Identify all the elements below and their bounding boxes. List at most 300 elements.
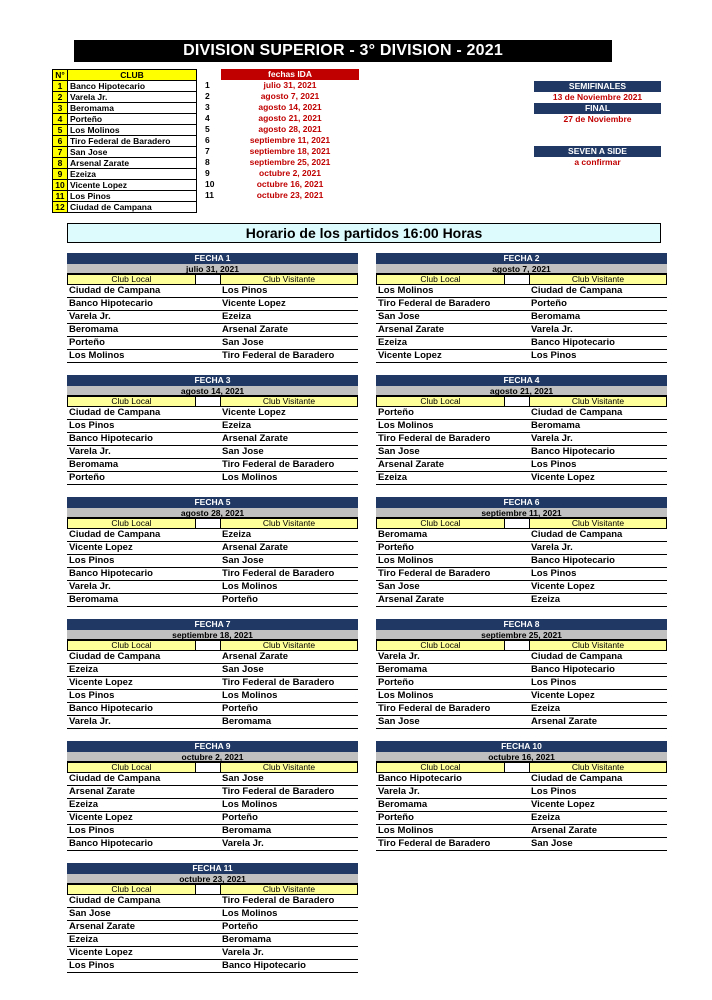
match-row (67, 472, 358, 485)
home-team: Varela Jr. (69, 716, 111, 727)
club-number: 11 (53, 191, 68, 202)
club-local-header: Club Local (376, 396, 505, 407)
home-team: Arsenal Zarate (69, 921, 136, 932)
match-row (376, 407, 667, 420)
score-gap (505, 396, 529, 407)
fecha-date: octubre 23, 2021 (67, 874, 358, 884)
home-team: Arsenal Zarate (378, 594, 445, 605)
away-team: Banco Hipotecario (531, 555, 615, 566)
page-title: DIVISION SUPERIOR - 3° DIVISION - 2021 (74, 40, 612, 62)
club-name: Los Pinos (68, 191, 197, 202)
fecha-date: septiembre 11, 2021 (376, 508, 667, 518)
away-team: Arsenal Zarate (531, 825, 598, 836)
fecha-ida-number: 2 (205, 91, 210, 101)
match-row (376, 773, 667, 786)
club-local-header: Club Local (376, 640, 505, 651)
club-number: 5 (53, 125, 68, 136)
fecha-ida-number: 10 (205, 179, 215, 189)
home-team: Vicente Lopez (69, 677, 133, 688)
match-row (67, 690, 358, 703)
club-local-header: Club Local (67, 396, 196, 407)
away-team: Vicente Lopez (531, 581, 595, 592)
fecha-column-headers (67, 640, 358, 651)
horario-banner: Horario de los partidos 16:00 Horas (67, 223, 661, 243)
away-team: Ezeiza (531, 812, 561, 823)
away-team: Los Molinos (222, 690, 278, 701)
match-row (67, 703, 358, 716)
match-row (376, 690, 667, 703)
home-team: Porteño (378, 812, 414, 823)
home-team: Porteño (378, 542, 414, 553)
match-row (376, 311, 667, 324)
home-team: Los Molinos (378, 420, 434, 431)
fecha-ida-number: 4 (205, 113, 210, 123)
fecha-ida-date: octubre 16, 2021 (256, 179, 324, 189)
home-team: Ezeiza (69, 664, 99, 675)
fecha-ida-date: julio 31, 2021 (263, 80, 317, 90)
fecha-title: FECHA 10 (376, 741, 667, 752)
away-team: Porteño (222, 703, 258, 714)
away-team: Ciudad de Campana (531, 651, 623, 662)
away-team: San Jose (222, 664, 264, 675)
match-row (376, 446, 667, 459)
club-number: 1 (53, 81, 68, 92)
home-team: San Jose (378, 446, 420, 457)
club-name: Los Molinos (68, 125, 197, 136)
fecha-block (67, 375, 358, 485)
match-row (376, 786, 667, 799)
away-team: Ezeiza (531, 703, 561, 714)
match-row (67, 786, 358, 799)
away-team: Ezeiza (531, 594, 561, 605)
away-team: Los Pinos (531, 677, 577, 688)
club-row (53, 125, 197, 136)
home-team: Tiro Federal de Baradero (378, 703, 491, 714)
away-team: Ciudad de Campana (531, 285, 623, 296)
fecha-block (376, 741, 667, 851)
away-team: Porteño (531, 298, 567, 309)
fecha-title: FECHA 2 (376, 253, 667, 264)
away-team: Vicente Lopez (531, 799, 595, 810)
match-row (67, 799, 358, 812)
club-name: Varela Jr. (68, 92, 197, 103)
away-team: Beromama (531, 420, 581, 431)
match-row (67, 568, 358, 581)
away-team: Los Molinos (222, 908, 278, 919)
club-table-header (53, 70, 197, 81)
away-team: Tiro Federal de Baradero (222, 786, 335, 797)
match-row (67, 947, 358, 960)
away-team: Los Pinos (531, 568, 577, 579)
match-row (67, 407, 358, 420)
match-row (67, 285, 358, 298)
home-team: Ciudad de Campana (69, 285, 161, 296)
semifinales-label: SEMIFINALES (534, 81, 661, 92)
match-row (67, 298, 358, 311)
home-team: Beromama (378, 529, 428, 540)
fecha-block (67, 863, 358, 973)
away-team: San Jose (222, 446, 264, 457)
home-team: Varela Jr. (69, 446, 111, 457)
club-row (53, 180, 197, 191)
fecha-ida-date: agosto 14, 2021 (258, 102, 322, 112)
club-row (53, 136, 197, 147)
club-name: Ciudad de Campana (68, 202, 197, 213)
club-row (53, 169, 197, 180)
home-team: Ciudad de Campana (69, 529, 161, 540)
fecha-title: FECHA 4 (376, 375, 667, 386)
fecha-ida-number: 9 (205, 168, 210, 178)
away-team: Tiro Federal de Baradero (222, 568, 335, 579)
away-team: Los Molinos (222, 799, 278, 810)
match-row (376, 420, 667, 433)
club-local-header: Club Local (376, 762, 505, 773)
away-team: Beromama (222, 825, 272, 836)
fecha-block (376, 497, 667, 607)
fecha-ida-date: octubre 2, 2021 (259, 168, 321, 178)
fecha-ida-date: agosto 7, 2021 (260, 91, 320, 101)
home-team: Ciudad de Campana (69, 407, 161, 418)
fecha-date: agosto 14, 2021 (67, 386, 358, 396)
club-local-header: Club Local (67, 884, 196, 895)
fecha-title: FECHA 6 (376, 497, 667, 508)
home-team: Ezeiza (69, 799, 99, 810)
club-visitante-header: Club Visitante (220, 396, 358, 407)
score-gap (196, 274, 220, 285)
home-team: Ezeiza (378, 472, 408, 483)
fecha-column-headers (376, 762, 667, 773)
score-gap (505, 274, 529, 285)
home-team: Los Pinos (69, 555, 115, 566)
seven-a-side-label: SEVEN A SIDE (534, 146, 661, 157)
away-team: Varela Jr. (531, 324, 573, 335)
away-team: Los Pinos (222, 285, 268, 296)
score-gap (196, 884, 220, 895)
away-team: Los Pinos (531, 459, 577, 470)
away-team: San Jose (222, 773, 264, 784)
club-num-header: N° (53, 70, 68, 81)
fecha-ida-date: agosto 28, 2021 (258, 124, 322, 134)
match-row (67, 581, 358, 594)
club-number: 10 (53, 180, 68, 191)
match-row (376, 838, 667, 851)
home-team: Los Pinos (69, 420, 115, 431)
club-row (53, 202, 197, 213)
away-team: San Jose (531, 838, 573, 849)
home-team: Ezeiza (69, 934, 99, 945)
away-team: Beromama (222, 934, 272, 945)
fecha-ida-date: agosto 21, 2021 (258, 113, 322, 123)
away-team: Vicente Lopez (222, 407, 286, 418)
score-gap (505, 762, 529, 773)
score-gap (196, 518, 220, 529)
home-team: Banco Hipotecario (69, 838, 153, 849)
fecha-block (376, 375, 667, 485)
fecha-ida-number: 1 (205, 80, 210, 90)
fecha-title: FECHA 9 (67, 741, 358, 752)
fecha-block (376, 253, 667, 363)
match-row (67, 529, 358, 542)
away-team: Ezeiza (222, 420, 252, 431)
home-team: Ciudad de Campana (69, 773, 161, 784)
home-team: Porteño (69, 472, 105, 483)
club-number: 12 (53, 202, 68, 213)
home-team: Banco Hipotecario (69, 433, 153, 444)
home-team: Porteño (378, 407, 414, 418)
match-row (376, 433, 667, 446)
home-team: Beromama (69, 594, 119, 605)
fecha-ida-number: 3 (205, 102, 210, 112)
fecha-ida-date: septiembre 18, 2021 (249, 146, 331, 156)
home-team: Los Molinos (69, 350, 125, 361)
match-row (67, 773, 358, 786)
club-local-header: Club Local (67, 274, 196, 285)
home-team: Banco Hipotecario (69, 703, 153, 714)
club-row (53, 147, 197, 158)
home-team: San Jose (378, 716, 420, 727)
home-team: Ezeiza (378, 337, 408, 348)
match-row (376, 812, 667, 825)
club-number: 7 (53, 147, 68, 158)
match-row (67, 651, 358, 664)
home-team: Vicente Lopez (378, 350, 442, 361)
home-team: Beromama (378, 664, 428, 675)
home-team: Arsenal Zarate (378, 324, 445, 335)
club-name: Ezeiza (68, 169, 197, 180)
club-number: 3 (53, 103, 68, 114)
away-team: San Jose (222, 555, 264, 566)
away-team: San Jose (222, 337, 264, 348)
club-visitante-header: Club Visitante (220, 518, 358, 529)
club-row (53, 92, 197, 103)
fecha-date: agosto 7, 2021 (376, 264, 667, 274)
away-team: Banco Hipotecario (531, 337, 615, 348)
club-number: 9 (53, 169, 68, 180)
home-team: Beromama (69, 459, 119, 470)
fecha-column-headers (67, 396, 358, 407)
club-local-header: Club Local (67, 640, 196, 651)
fecha-ida-number: 11 (205, 190, 214, 200)
home-team: Los Molinos (378, 825, 434, 836)
match-row (67, 420, 358, 433)
match-row (376, 825, 667, 838)
away-team: Arsenal Zarate (222, 433, 289, 444)
away-team: Ciudad de Campana (531, 407, 623, 418)
away-team: Porteño (222, 921, 258, 932)
match-row (376, 542, 667, 555)
match-row (376, 664, 667, 677)
fecha-title: FECHA 1 (67, 253, 358, 264)
match-row (67, 716, 358, 729)
club-number: 6 (53, 136, 68, 147)
fecha-ida-date: septiembre 25, 2021 (249, 157, 331, 167)
home-team: Vicente Lopez (69, 947, 133, 958)
club-local-header: Club Local (376, 274, 505, 285)
home-team: Arsenal Zarate (69, 786, 136, 797)
fecha-date: agosto 28, 2021 (67, 508, 358, 518)
away-team: Tiro Federal de Baradero (222, 677, 335, 688)
match-row (67, 664, 358, 677)
club-name: Banco Hipotecario (68, 81, 197, 92)
away-team: Ezeiza (222, 529, 252, 540)
club-local-header: Club Local (67, 762, 196, 773)
away-team: Los Molinos (222, 581, 278, 592)
match-row (376, 337, 667, 350)
score-gap (505, 640, 529, 651)
away-team: Beromama (531, 311, 581, 322)
fecha-block (67, 497, 358, 607)
match-row (376, 677, 667, 690)
club-name-header: CLUB (68, 70, 197, 81)
club-table (52, 69, 197, 213)
club-visitante-header: Club Visitante (220, 640, 358, 651)
fecha-date: septiembre 25, 2021 (376, 630, 667, 640)
club-name: Tiro Federal de Baradero (68, 136, 197, 147)
fecha-date: octubre 2, 2021 (67, 752, 358, 762)
away-team: Varela Jr. (531, 433, 573, 444)
club-local-header: Club Local (67, 518, 196, 529)
home-team: Banco Hipotecario (69, 298, 153, 309)
away-team: Banco Hipotecario (531, 664, 615, 675)
fecha-ida-number: 7 (205, 146, 210, 156)
match-row (67, 895, 358, 908)
home-team: Ciudad de Campana (69, 895, 161, 906)
home-team: Los Pinos (69, 825, 115, 836)
match-row (67, 446, 358, 459)
away-team: Ezeiza (222, 311, 252, 322)
match-row (376, 651, 667, 664)
club-row (53, 191, 197, 202)
fecha-block (67, 619, 358, 729)
fecha-column-headers (67, 884, 358, 895)
score-gap (196, 396, 220, 407)
away-team: Los Molinos (222, 472, 278, 483)
home-team: Ciudad de Campana (69, 651, 161, 662)
club-visitante-header: Club Visitante (220, 762, 358, 773)
away-team: Vicente Lopez (222, 298, 286, 309)
away-team: Varela Jr. (531, 542, 573, 553)
match-row (67, 555, 358, 568)
fecha-date: agosto 21, 2021 (376, 386, 667, 396)
score-gap (505, 518, 529, 529)
home-team: San Jose (69, 908, 111, 919)
away-team: Vicente Lopez (531, 472, 595, 483)
fechas-ida-header: fechas IDA (221, 69, 359, 80)
home-team: Vicente Lopez (69, 812, 133, 823)
home-team: Banco Hipotecario (378, 773, 462, 784)
fecha-title: FECHA 8 (376, 619, 667, 630)
club-row (53, 158, 197, 169)
match-row (67, 921, 358, 934)
match-row (376, 581, 667, 594)
fecha-ida-date: octubre 23, 2021 (256, 190, 324, 200)
away-team: Porteño (222, 594, 258, 605)
away-team: Tiro Federal de Baradero (222, 350, 335, 361)
club-name: Beromama (68, 103, 197, 114)
fecha-title: FECHA 11 (67, 863, 358, 874)
away-team: Arsenal Zarate (222, 651, 289, 662)
score-gap (196, 762, 220, 773)
fecha-column-headers (376, 396, 667, 407)
home-team: Porteño (378, 677, 414, 688)
match-row (376, 285, 667, 298)
fecha-column-headers (67, 274, 358, 285)
away-team: Arsenal Zarate (531, 716, 598, 727)
club-visitante-header: Club Visitante (529, 640, 667, 651)
match-row (376, 799, 667, 812)
home-team: Los Pinos (69, 960, 115, 971)
match-row (67, 677, 358, 690)
club-name: San Jose (68, 147, 197, 158)
home-team: Los Molinos (378, 555, 434, 566)
fecha-column-headers (376, 274, 667, 285)
away-team: Los Pinos (531, 786, 577, 797)
home-team: Beromama (378, 799, 428, 810)
score-gap (196, 640, 220, 651)
match-row (376, 716, 667, 729)
fecha-title: FECHA 5 (67, 497, 358, 508)
away-team: Arsenal Zarate (222, 324, 289, 335)
home-team: Beromama (69, 324, 119, 335)
club-visitante-header: Club Visitante (529, 274, 667, 285)
match-row (376, 324, 667, 337)
seven-a-side-value: a confirmar (574, 157, 621, 167)
home-team: Tiro Federal de Baradero (378, 838, 491, 849)
match-row (376, 594, 667, 607)
home-team: Varela Jr. (378, 651, 420, 662)
club-name: Porteño (68, 114, 197, 125)
away-team: Vicente Lopez (531, 690, 595, 701)
match-row (376, 298, 667, 311)
away-team: Los Pinos (531, 350, 577, 361)
match-row (67, 594, 358, 607)
match-row (376, 529, 667, 542)
fecha-column-headers (376, 518, 667, 529)
match-row (67, 324, 358, 337)
away-team: Ciudad de Campana (531, 773, 623, 784)
home-team: Varela Jr. (69, 581, 111, 592)
home-team: Banco Hipotecario (69, 568, 153, 579)
home-team: Varela Jr. (69, 311, 111, 322)
match-row (376, 472, 667, 485)
match-row (67, 433, 358, 446)
club-name: Arsenal Zarate (68, 158, 197, 169)
final-date: 27 de Noviembre (563, 114, 632, 124)
club-number: 4 (53, 114, 68, 125)
home-team: Porteño (69, 337, 105, 348)
fecha-column-headers (67, 762, 358, 773)
away-team: Tiro Federal de Baradero (222, 895, 335, 906)
match-row (67, 812, 358, 825)
match-row (67, 542, 358, 555)
fecha-block (67, 253, 358, 363)
match-row (376, 459, 667, 472)
semifinales-date: 13 de Noviembre 2021 (552, 92, 643, 102)
fecha-title: FECHA 3 (67, 375, 358, 386)
away-team: Arsenal Zarate (222, 542, 289, 553)
away-team: Varela Jr. (222, 838, 264, 849)
club-visitante-header: Club Visitante (220, 274, 358, 285)
match-row (67, 459, 358, 472)
fecha-column-headers (376, 640, 667, 651)
club-name: Vicente Lopez (68, 180, 197, 191)
match-row (67, 311, 358, 324)
match-row (67, 960, 358, 973)
match-row (67, 350, 358, 363)
club-row (53, 103, 197, 114)
match-row (67, 934, 358, 947)
home-team: Tiro Federal de Baradero (378, 568, 491, 579)
